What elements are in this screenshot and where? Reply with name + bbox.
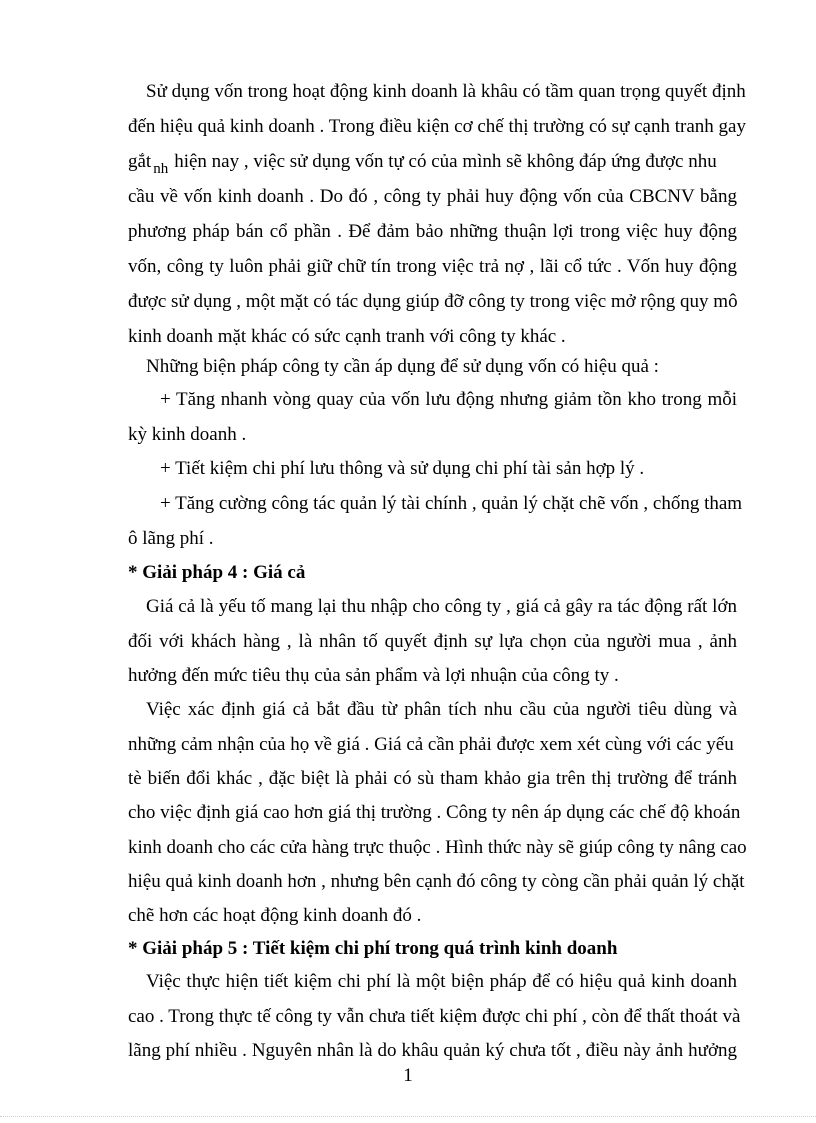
line-text: hiện nay , việc sử dụng vốn tự có của mình sẽ không đáp ứng được nhu <box>174 151 717 172</box>
section-heading: * Giải pháp 4 : Giá cả <box>128 562 306 583</box>
list-item-line: kỳ kinh doanh . <box>128 424 247 445</box>
subscript-fragment: nh <box>153 161 169 177</box>
list-item-line: + Tăng cường công tác quản lý tài chính , quản lý chặt chẽ vốn , chống tham <box>160 493 743 514</box>
list-item-line: + Tiết kiệm chi phí lưu thông và sử dụng chi phí tài sản hợp lý . <box>160 458 645 479</box>
paragraph-line: lãng phí nhiều . Nguyên nhân là do khâu quản ký chưa tốt , điều này ảnh hưởng <box>128 1040 737 1061</box>
paragraph-line: Những biện pháp công ty cần áp dụng để sử dụng vốn có hiệu quả : <box>146 356 659 377</box>
page-number: 1 <box>403 1065 413 1086</box>
paragraph-line: được sử dụng , một mặt có tác dụng giúp đỡ công ty trong việc mở rộng quy mô <box>128 291 738 312</box>
paragraph-line: cao . Trong thực tế công ty vẫn chưa tiết kiệm được chi phí , còn để thất thoát và <box>128 1006 741 1027</box>
paragraph-line: Giá cả là yếu tố mang lại thu nhập cho công ty , giá cả gây ra tác động rất lớn <box>146 596 737 617</box>
paragraph-line: hưởng đến mức tiêu thụ của sản phẩm và lợi nhuận của công ty . <box>128 665 619 686</box>
paragraph-line: cho việc định giá cao hơn giá thị trường . Công ty nên áp dụng các chế độ khoán <box>128 802 741 823</box>
section-heading: * Giải pháp 5 : Tiết kiệm chi phí trong quá trình kinh doanh <box>128 938 618 959</box>
paragraph-line: cầu về vốn kinh doanh . Do đó , công ty phải huy động vốn của CBCNV bằng <box>128 186 737 207</box>
paragraph-line: chẽ hơn các hoạt động kinh doanh đó . <box>128 905 422 926</box>
paragraph-line: Sử dụng vốn trong hoạt động kinh doanh là khâu có tầm quan trọng quyết định <box>146 81 746 102</box>
paragraph-line: đối với khách hàng , là nhân tố quyết định sự lựa chọn của người mua , ảnh <box>128 631 737 652</box>
paragraph-line: Việc thực hiện tiết kiệm chi phí là một biện pháp để có hiệu quả kinh doanh <box>146 971 737 992</box>
list-item-line: + Tăng nhanh vòng quay của vốn lưu động nhưng giảm tồn kho trong mỗi <box>160 389 737 410</box>
paragraph-line: đến hiệu quả kinh doanh . Trong điều kiện cơ chế thị trường có sự cạnh tranh gay <box>128 116 746 137</box>
paragraph-line: vốn, công ty luôn phải giữ chữ tín trong việc trả nợ , lãi cổ tức . Vốn huy động <box>128 256 737 277</box>
paragraph-line: phương pháp bán cổ phần . Để đảm bảo những thuận lợi trong việc huy động <box>128 221 737 242</box>
page-bottom-divider <box>0 1116 816 1117</box>
list-item-line: ô lãng phí . <box>128 528 214 549</box>
paragraph-line: những cảm nhận của họ về giá . Giá cả cần phải được xem xét cùng với các yếu <box>128 734 734 755</box>
paragraph-line: tè biến đổi khác , đặc biệt là phải có sù tham khảo gia trên thị trường để tránh <box>128 768 737 789</box>
paragraph-line: kinh doanh cho các cửa hàng trực thuộc . Hình thức này sẽ giúp công ty nâng cao <box>128 837 747 858</box>
word-fragment: gắt <box>128 151 152 172</box>
paragraph-line: kinh doanh mặt khác có sức cạnh tranh với công ty khác . <box>128 326 566 347</box>
paragraph-line: hiệu quả kinh doanh hơn , nhưng bên cạnh đó công ty còng cần phải quản lý chặt <box>128 871 745 892</box>
paragraph-line <box>128 150 737 175</box>
paragraph-line: Việc xác định giá cả bắt đầu từ phân tích nhu cầu của người tiêu dùng và <box>146 699 737 720</box>
